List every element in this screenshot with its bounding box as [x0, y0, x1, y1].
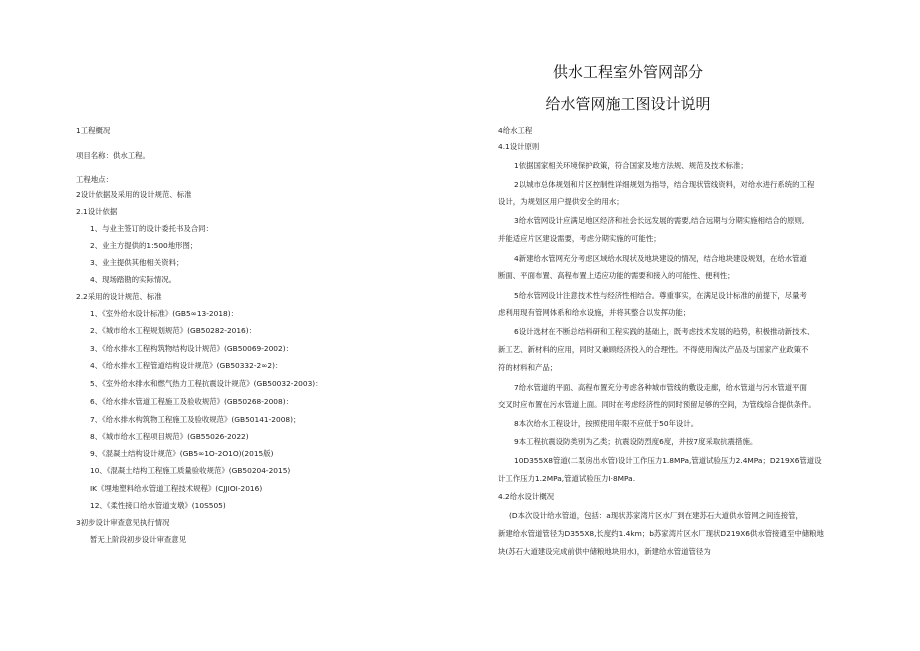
project-name: 项目名称：供水工程。	[76, 151, 150, 160]
document-title-line-2: 给水管网施工图设计说明	[545, 95, 711, 113]
basis-item: 1、与业主签订的设计委托书及合同：	[90, 224, 213, 233]
principle-line: 6设计选材在不断总结科研和工程实践的基础上，既考虑技术发展的趋势，积极推动新技术、	[514, 327, 815, 336]
principle-line: 2以城市总体规划和片区控制性详细规划为指导，结合现状管线资料，对给水进行系统的工程	[514, 180, 815, 189]
principle-line: 7给水管道的平面、高程布置充分考虑各种城市管线的敷设走廊，给水管道与污水管道平面	[514, 383, 807, 392]
principle-line: 符的材料和产品；	[498, 363, 558, 372]
principle-line: 并能适应片区建设需要，考虑分期实施的可能性；	[498, 234, 661, 243]
norm-item: 3、《给水排水工程构筑物结构设计规范》(GB50069-2002)：	[90, 344, 293, 353]
section-heading-2-2: 2.2采用的设计规范、标准	[76, 292, 162, 301]
overview-line: (D本次设计给水管道，包括：a现状苏家湾片区水厂到在建苏石大道供水管网之间连接管，	[509, 511, 803, 520]
norm-item: 9、《混凝土结构设计规范》(GB5∞1O-2O1O)(2015版)	[90, 449, 274, 458]
norm-item: 2、《城市给水工程规划规范》(GB50282-2016)：	[90, 326, 257, 335]
norm-item: 8、《城市给水工程项目规范》(GB55026-2022)	[90, 432, 249, 441]
norm-item: IK《埋地塑料给水管道工程技术规程》(CJJIOI-2016)	[90, 484, 263, 493]
project-site: 工程地点：	[76, 175, 113, 184]
basis-item: 4、现场踏勘的实际情况。	[90, 275, 177, 284]
overview-line: 块(苏石大道建设完成前供中储粮地块用水)，新建给水管道管径为	[498, 547, 711, 556]
section-heading-2: 2设计依据及采用的设计规范、标准	[76, 190, 192, 199]
principle-line: 4新建给水管网充分考虑区域给水现状及地块建设的情况，结合地块建设规划，在给水管道	[514, 254, 807, 263]
section-heading-4-1: 4.1设计原则	[498, 142, 540, 151]
section-heading-2-1: 2.1设计依据	[76, 207, 118, 216]
principle-line: 交叉时应布置在污水管道上面。同时在考虑经济性的同时预留足够的空间，为管线综合提供条件。	[498, 400, 816, 409]
section-heading-4: 4给水工程	[498, 126, 533, 135]
norm-item: 5、《室外给水排水和燃气热力工程抗震设计规范》(GB50032-2003)：	[90, 379, 323, 388]
principle-line: 设计，为规划区用户提供安全的用水；	[498, 197, 624, 206]
norm-item: 6、《给水排水管道工程施工及验收规范》(GB50268-2008)：	[90, 397, 293, 406]
document-title-line-1: 供水工程室外管网部分	[552, 63, 703, 81]
norm-item: 10、《混凝土结构工程施工质量验收规范》(GB50204-2015)	[90, 466, 291, 475]
review-opinion-text: 暂无上阶段初步设计审查意见	[90, 535, 187, 544]
norm-item: 12、《柔性接口给水管道支墩》(10S505)	[90, 501, 226, 510]
section-heading-1: 1工程概况	[76, 126, 111, 135]
basis-item: 2、业主方提供的1:500地形图；	[90, 241, 198, 250]
norm-item: 7、《给水排水构筑物工程施工及验收规范》(GB50141-2008)；	[90, 415, 301, 424]
principle-line: 1依据国家相关环境保护政策，符合国家及地方法规、规范及技术标准；	[514, 161, 748, 170]
principle-line: 9本工程抗震设防类别为乙类；抗震设防烈度6度，并按7度采取抗震措施。	[514, 437, 758, 446]
principle-line: 10D355X8管道(二泵房出水管)设计工作压力1.8MPa,管道试验压力2.4MPa；D219X6管道设	[514, 456, 822, 465]
principle-line: 虑利用现有管网体系和给水设施，并将其整合以发挥功能；	[498, 308, 691, 317]
norm-item: 4、《给水排水工程管道结构设计规范》(GB50332-2∞2)：	[90, 361, 283, 370]
section-heading-3: 3初步设计审查意见执行情况	[76, 518, 170, 527]
principle-line: 计工作压力1.2MPa,管道试验压力I·8MPa.	[498, 474, 636, 483]
principle-line: 3给水管网设计应满足地区经济和社会长远发展的需要,结合远期与分期实施相结合的原则,	[514, 216, 805, 225]
principle-line: 新工艺、新材料的应用，同时又兼顾经济投入的合理性。不得使用淘汰产品及与国家产业政策不	[498, 345, 809, 354]
section-heading-4-2: 4.2给水设计概况	[498, 492, 555, 501]
basis-item: 3、业主提供其他相关资料；	[90, 258, 184, 267]
principle-line: 断面、平面布置、高程布置上适应功能的需要和接入的可能性、便利性；	[498, 271, 735, 280]
principle-line: 5给水管网设计注意技术性与经济性相结合。尊重事实，在满足设计标准的前提下，尽量考	[514, 291, 807, 300]
principle-line: 8本次给水工程设计，按照使用年限不应低于50年设计。	[514, 419, 699, 428]
norm-item: 1、《室外给水设计标准》(GB5∞13-2018)：	[90, 309, 238, 318]
overview-line: 新建给水管道管径为D355X8,长度约1.4km；b苏家湾片区水厂现状D219X6供水管接通至中储粮地	[498, 529, 824, 538]
